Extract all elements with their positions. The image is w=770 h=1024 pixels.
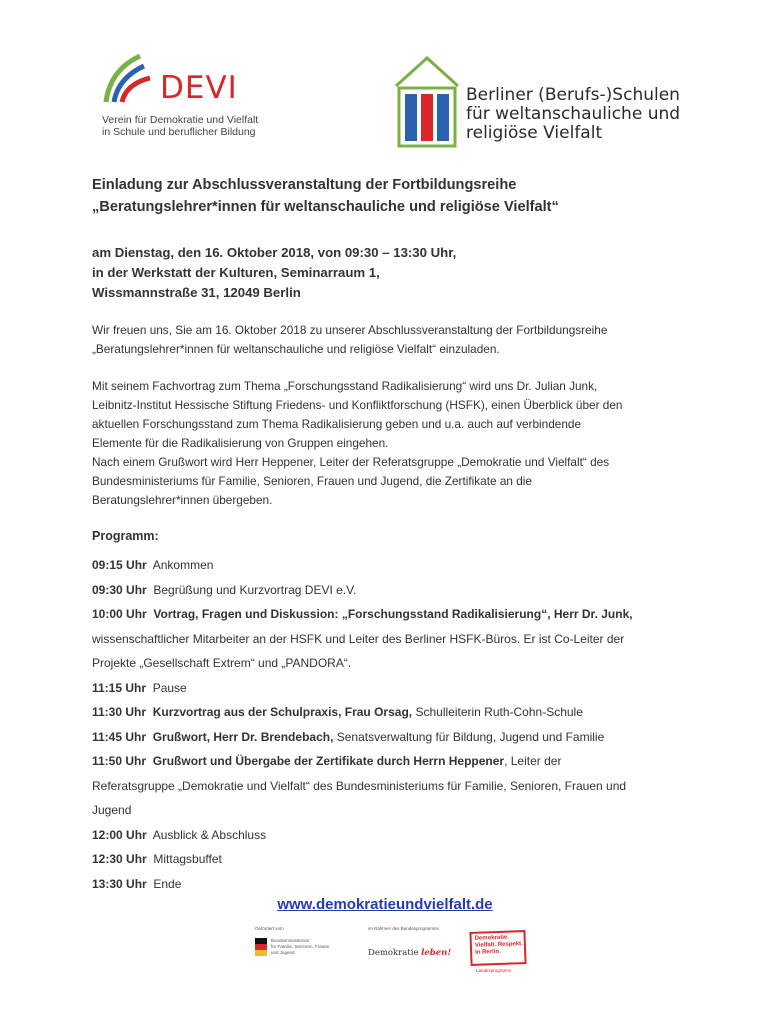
stamp-subtitle: Landesprogramm — [476, 968, 512, 973]
program-time: 12:00 Uhr — [92, 827, 147, 842]
program-item — [92, 651, 692, 676]
ministry-line: für Familie, Senioren, Frauen — [271, 944, 330, 949]
program-time: 09:15 Uhr — [92, 558, 147, 572]
program-text: Ausblick & Abschluss — [152, 827, 267, 842]
devi-subtitle — [102, 114, 258, 138]
stamp-line: Demokratie. — [474, 934, 510, 942]
program-text: Mittagsbuffet — [153, 852, 222, 866]
program-text: Jugend — [92, 803, 132, 817]
program-text: wissenschaftlicher Mitarbeiter an der HSFK und Leiter des Berliner HSFK-Büros. Er ist Co-Leiter der — [92, 631, 625, 646]
funded-by-label: Gefördert vom — [255, 926, 284, 931]
program-item — [92, 798, 692, 823]
devi-subtitle-line: Verein für Demokratie und Vielfalt — [102, 114, 259, 126]
program-item — [92, 749, 692, 774]
program-highlight: Vortrag, Fragen und Diskussion: „Forschungsstand Radikalisierung“, Herr Dr. Junk, — [153, 607, 633, 621]
program-time: 11:30 Uhr — [92, 705, 147, 719]
program-list — [92, 553, 692, 896]
demokratie-leben-text: Demokratie — [368, 948, 419, 958]
body-line: Mit seinem Fachvortrag zum Thema „Forschungsstand Radikalisierung“ wird uns Dr. Julian Junk, — [92, 379, 598, 393]
funder-block — [255, 926, 345, 966]
program-item — [92, 847, 692, 872]
program-text: Projekte „Gesellschaft Extrem“ und „PANDORA“. — [92, 656, 352, 670]
program-time: 12:30 Uhr — [92, 852, 147, 866]
bbs-title — [466, 86, 680, 143]
program-item — [92, 553, 692, 578]
bbs-title-line: religiöse Vielfalt — [466, 123, 603, 143]
event-venue: in der Werkstatt der Kulturen, Seminarraum 1, — [92, 265, 380, 280]
program-highlight: Grußwort und Übergabe der Zertifikate durch Herrn Heppener — [152, 754, 505, 768]
intro-line: Wir freuen uns, Sie am 16. Oktober 2018 zu unserer Abschlussveranstaltung der Fortbildungsreihe — [92, 323, 608, 337]
program-item — [92, 872, 692, 897]
body-line: Leibnitz-Institut Hessische Stiftung Friedens- und Konfliktforschung (HSFK), einen Überblick über den — [92, 398, 623, 412]
intro-paragraph — [92, 321, 692, 359]
demokratie-leben-logo — [368, 948, 451, 958]
body-paragraph — [92, 377, 692, 510]
ministry-line: und Jugend — [271, 950, 295, 955]
program-text: Referatsgruppe „Demokratie und Vielfalt“ des Bundesministeriums für Familie, Senioren, Frauen und — [92, 778, 627, 793]
devi-name: DEVI — [160, 70, 238, 106]
bbs-title-line: für weltanschauliche und — [466, 104, 681, 124]
body-line: Beratungslehrer*innen übergeben. — [92, 493, 273, 507]
program-time: 11:15 Uhr — [92, 680, 147, 695]
website-link[interactable]: www.demokratieundvielfalt.de — [277, 896, 493, 913]
program-item — [92, 700, 692, 725]
body-line: Elemente für die Radikalisierung von Gruppen eingehen. — [92, 436, 389, 450]
event-address: Wissmannstraße 31, 12049 Berlin — [92, 285, 301, 300]
federal-eagle-icon — [255, 938, 267, 956]
bbs-title-line: Berliner (Berufs-)Schulen — [466, 85, 680, 105]
event-details — [92, 243, 456, 303]
bbs-logo — [392, 54, 462, 150]
program-time: 09:30 Uhr — [92, 582, 147, 597]
devi-subtitle-line: in Schule und beruflicher Bildung — [102, 126, 256, 138]
program-time: 13:30 Uhr — [92, 876, 147, 891]
event-date: am Dienstag, den 16. Oktober 2018, von 09:30 – 13:30 Uhr, — [92, 245, 457, 260]
program-text: , Leiter der — [504, 754, 562, 768]
program-item — [92, 602, 692, 627]
program-item — [92, 823, 692, 848]
stamp-line: Vielfalt. Respekt. — [474, 941, 523, 949]
program-item — [92, 627, 692, 652]
program-item — [92, 774, 692, 799]
bbs-house-icon — [392, 54, 462, 150]
heading-line: Einladung zur Abschlussveranstaltung der Fortbildungsreihe — [92, 177, 517, 193]
program-highlight: Grußwort, Herr Dr. Brendebach, — [152, 729, 334, 744]
program-text: Ankommen — [152, 558, 214, 572]
program-text: Senatsverwaltung für Bildung, Jugend und Familie — [336, 729, 605, 744]
program-note: im Rahmen des Bundesprogramms — [368, 926, 439, 931]
body-line: Nach einem Grußwort wird Herr Heppener, Leiter der Referatsgruppe „Demokratie und Vielfalt“ des — [92, 455, 610, 469]
body-line: Bundesministeriums für Familie, Senioren, Frauen und Jugend, die Zertifikate an die — [92, 474, 532, 488]
program-time: 11:45 Uhr — [92, 729, 147, 744]
invitation-heading — [92, 174, 559, 218]
berlin-stamp — [469, 930, 526, 966]
program-item — [92, 676, 692, 701]
program-text: Begrüßung und Kurzvortrag DEVI e.V. — [153, 582, 357, 597]
program-time: 11:50 Uhr — [92, 754, 147, 768]
program-text: Schulleiterin Ruth-Cohn-Schule — [415, 705, 583, 719]
program-text: Ende — [153, 876, 182, 891]
heading-line: „Beratungslehrer*innen für weltanschauliche und religiöse Vielfalt“ — [92, 199, 559, 215]
intro-line: „Beratungslehrer*innen für weltanschauliche und religiöse Vielfalt“ einzuladen. — [92, 342, 500, 356]
program-block — [368, 926, 468, 966]
ministry-line: Bundesministerium — [271, 938, 310, 943]
program-time: 10:00 Uhr — [92, 607, 147, 621]
demokratie-leben-accent: leben! — [421, 948, 452, 958]
program-highlight: Kurzvortrag aus der Schulpraxis, Frau Orsag, — [152, 705, 413, 719]
body-line: aktuellen Forschungsstand zum Thema Radikalisierung geben und u.a. auch auf verbindende — [92, 417, 582, 431]
stamp-line: In Berlin. — [475, 948, 501, 956]
devi-arcs-icon — [100, 50, 160, 106]
program-title: Programm: — [92, 529, 159, 543]
program-text: Pause — [152, 680, 187, 695]
ministry-name — [271, 938, 329, 956]
program-item — [92, 725, 692, 750]
program-item — [92, 578, 692, 603]
